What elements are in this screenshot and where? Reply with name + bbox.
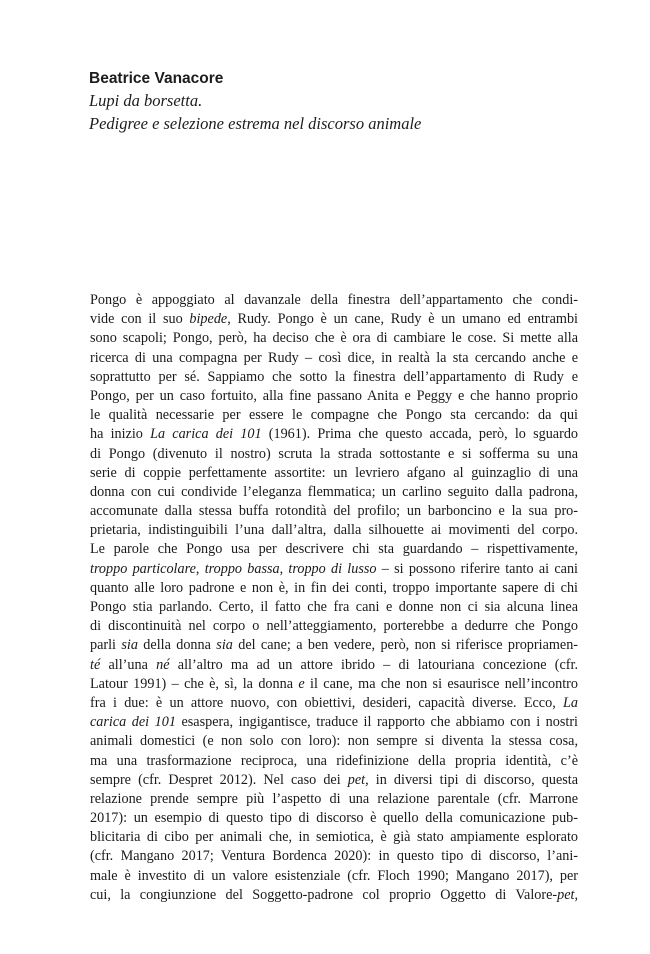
- text-run: vide con il suo: [90, 311, 190, 328]
- text-line: [90, 771, 578, 790]
- text-run: – si possono riferire tanto ai cani: [376, 560, 578, 577]
- text-run: sono scapoli; Pongo, però, ha deciso che è ora di cambiare le cose. Si mette alla: [90, 330, 578, 347]
- italic-run: bipede: [189, 311, 228, 328]
- text-run: prietaria, indistinguibili l’una dall’altra, dalla silhouette ai movimenti del corpo.: [90, 522, 578, 539]
- text-run: male è investito di un valore esistenziale (cfr. Floch 1990; Mangano 2017), per: [90, 867, 578, 884]
- italic-run: sia: [121, 637, 138, 654]
- text-run: all’altro ma ad un attore ibrido – di latouriana concezione (cfr.: [169, 656, 579, 673]
- text-line: [90, 540, 578, 559]
- text-line: [90, 867, 578, 886]
- text-run: ricerca di una compagna per Rudy – così dice, in realtà la sta cercando anche e: [90, 349, 578, 366]
- text-line: [90, 464, 578, 483]
- text-run: relazione prende sempre più l’aspetto di una relazione parentale (cfr. Marrone: [90, 790, 578, 807]
- text-run: cui, la congiunzione del Soggetto-padrone col proprio Oggetto di Valore-: [90, 886, 558, 903]
- text-run: Pongo è appoggiato al davanzale della finestra dell’appartamento che condi-: [90, 292, 578, 308]
- author-name: Beatrice Vanacore: [89, 70, 224, 87]
- text-line: [90, 425, 578, 444]
- text-line: [90, 521, 578, 540]
- text-line: [90, 694, 578, 713]
- text-run: ma una trasformazione reciproca, una ridefinizione della propria identità, c’è: [90, 752, 578, 769]
- text-run: ha inizio: [90, 426, 151, 443]
- text-run: accomunate dalla stessa buffa rotondità del profilo; un barboncino e la sua pro-: [90, 503, 578, 520]
- text-run: sempre (cfr. Despret 2012). Nel caso dei: [90, 771, 348, 788]
- text-line: [90, 560, 578, 579]
- text-run: fra i due: è un attore nuovo, con obiettivi, desideri, capacità diverse. Ecco,: [90, 694, 564, 711]
- text-run: , in diversi tipi di discorso, questa: [365, 771, 578, 788]
- text-run: le qualità necessarie per essere le compagne che Pongo sta cercando: da qui: [90, 407, 578, 424]
- italic-run: troppo di lusso: [288, 560, 377, 577]
- italic-run: pet: [557, 886, 575, 903]
- italic-run: té: [90, 656, 101, 673]
- italic-run: carica dei 101: [90, 714, 176, 731]
- text-run: ,: [195, 560, 205, 577]
- text-run: , Rudy. Pongo è un cane, Rudy è un umano ed entrambi: [227, 311, 578, 328]
- text-line: [90, 349, 578, 368]
- text-run: ,: [574, 886, 578, 903]
- text-line: [90, 579, 578, 598]
- text-line: [90, 445, 578, 464]
- text-line: [90, 656, 578, 675]
- chapter-header: [89, 68, 569, 135]
- text-run: animali domestici (e non solo con loro): non sempre si diventa la stessa cosa,: [90, 733, 578, 750]
- text-run: esaspera, ingigantisce, traduce il rapporto che abbiamo con i nostri: [175, 714, 578, 731]
- text-run: della donna: [137, 637, 217, 654]
- text-line: [90, 809, 578, 828]
- text-line: [90, 886, 578, 905]
- text-line: [90, 636, 578, 655]
- text-run: di discontinuità nel corpo o nell’atteggiamento, porterebbe a dedurre che Pongo: [90, 618, 578, 635]
- text-run: (cfr. Mangano 2017; Ventura Bordenca 2020): in questo tipo di discorso, l’ani-: [90, 848, 578, 865]
- italic-run: La carica dei 101: [150, 426, 262, 443]
- text-run: parli: [90, 637, 122, 654]
- text-run: di Pongo (divenuto il nostro) scruta la strada sottostante e si sofferma su una: [90, 445, 578, 462]
- text-line: [90, 502, 578, 521]
- text-line: [90, 828, 578, 847]
- text-line: [90, 790, 578, 809]
- text-run: del cane; a ben vedere, però, non si riferisce propriamen-: [232, 637, 579, 654]
- chapter-subtitle: Pedigree e selezione estrema nel discorso animale: [89, 114, 422, 133]
- italic-run: troppo particolare: [90, 560, 196, 577]
- text-line: [90, 847, 578, 866]
- text-line: [90, 752, 578, 771]
- italic-run: sia: [216, 637, 233, 654]
- body-paragraph: [90, 291, 578, 905]
- italic-run: troppo bassa: [204, 560, 280, 577]
- text-line: [90, 406, 578, 425]
- text-run: ,: [279, 560, 289, 577]
- text-run: donna con cui condivide l’eleganza flemmatica; un carlino seguito dalla padrona,: [90, 483, 578, 500]
- text-run: Pongo, per un caso fortuito, alla fine passano Anita e Peggy e che hanno proprio: [90, 387, 578, 404]
- text-line: [90, 598, 578, 617]
- text-run: serie di coppie perfettamente assortite: un levriero afgano al guinzaglio di una: [90, 464, 578, 481]
- text-run: soprattutto per sé. Sappiamo che sotto la finestra dell’appartamento di Rudy e: [90, 368, 578, 385]
- text-run: all’una: [100, 656, 157, 673]
- text-line: [90, 732, 578, 751]
- text-line: [90, 713, 578, 732]
- text-run: Latour 1991) – che è, sì, la donna: [90, 675, 299, 692]
- chapter-title: Lupi da borsetta.: [89, 91, 203, 110]
- text-line: [90, 483, 578, 502]
- italic-run: La: [563, 694, 578, 711]
- text-run: Le parole che Pongo usa per descrivere chi sta guardando – rispettivamente,: [90, 541, 578, 558]
- text-line: [90, 387, 578, 406]
- italic-run: pet: [347, 771, 366, 788]
- text-line: [90, 368, 578, 387]
- text-run: blicitaria di cibo per animali che, in semiotica, è già stato ampiamente esplorato: [90, 829, 578, 846]
- text-line: [90, 617, 578, 636]
- italic-run: né: [156, 656, 170, 673]
- text-line: [90, 310, 578, 329]
- text-line: [90, 329, 578, 348]
- text-run: il cane, ma che non si esaurisce nell’incontro: [304, 675, 579, 692]
- text-run: Pongo stia parlando. Certo, il fatto che fra cani e donne non ci sia alcuna linea: [90, 599, 578, 615]
- text-line: [90, 675, 578, 694]
- text-line: [90, 291, 578, 310]
- text-run: quanto alle loro padrone e non è, in fin dei conti, troppo importante sapere di chi: [90, 579, 578, 596]
- text-run: 2017): un esempio di questo tipo di discorso è quello della comunicazione pub-: [90, 810, 578, 827]
- italic-run: e: [298, 675, 305, 692]
- text-run: (1961). Prima che questo accada, però, lo sguardo: [261, 426, 579, 443]
